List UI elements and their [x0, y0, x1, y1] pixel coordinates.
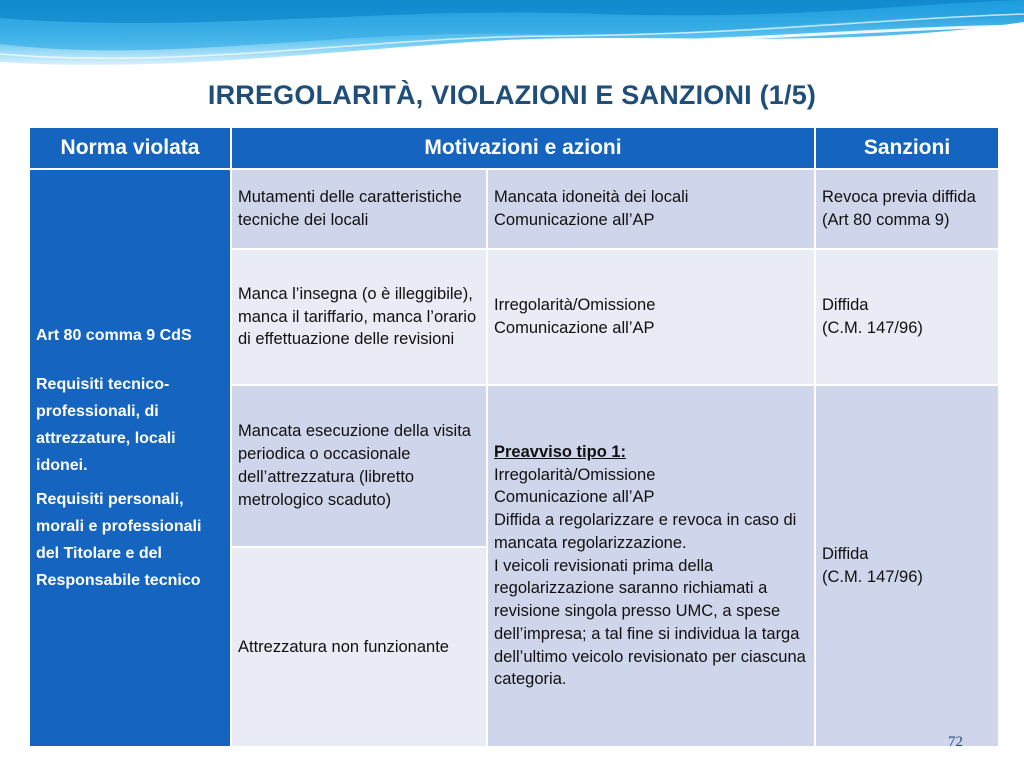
action-cell	[487, 169, 815, 249]
action-line: Mancata idoneità dei locali	[494, 188, 689, 207]
header-motivations: Motivazioni e azioni	[231, 127, 815, 169]
table-row	[29, 169, 999, 249]
action-line: Irregolarità/Omissione	[494, 465, 656, 484]
sanction-line: Diffida	[822, 545, 869, 564]
motivation-cell: Manca l’insegna (o è illeggibile), manca il tariffario, manca l’orario di effettuazione delle revisioni	[231, 249, 487, 385]
sanction-line: Revoca previa diffida	[822, 188, 976, 207]
motivation-cell: Mutamenti delle caratteristiche tecniche dei locali	[231, 169, 487, 249]
action-line: Diffida a regolarizzare e revoca in caso di mancata regolarizzazione.	[494, 511, 797, 552]
norm-requirement-1: Requisiti tecnico-professionali, di attrezzature, locali idonei.	[36, 375, 176, 475]
sanction-cell	[815, 249, 999, 385]
sanction-line: (C.M. 147/96)	[822, 568, 923, 586]
wave-banner	[0, 0, 1024, 90]
action-line: Comunicazione all’AP	[494, 488, 655, 507]
action-line: I veicoli revisionati prima della regolarizzazione saranno richiamati a revisione singola presso UMC, a spese dell’impresa; a tal fine si individua la targa dell’ultimo veicolo revisionato per ciascuna categoria.	[494, 556, 806, 689]
sanction-line: Diffida	[822, 296, 869, 315]
sanction-line: (Art 80 comma 9)	[822, 211, 950, 229]
norm-article: Art 80 comma 9 CdS	[36, 326, 192, 344]
action-line: Comunicazione all’AP	[494, 211, 655, 229]
page-number: 72	[948, 734, 963, 750]
sanction-cell	[815, 169, 999, 249]
action-cell	[487, 249, 815, 385]
header-sanctions: Sanzioni	[815, 127, 999, 169]
motivation-cell: Attrezzatura non funzionante	[231, 547, 487, 747]
motivation-cell: Mancata esecuzione della visita periodica o occasionale dell’attrezzatura (libretto metrologico scaduto)	[231, 385, 487, 547]
notice-heading: Preavviso tipo 1:	[494, 442, 627, 461]
sanction-line: (C.M. 147/96)	[822, 319, 923, 337]
sanctions-table	[28, 126, 1000, 748]
norm-requirement-2: Requisiti personali, morali e professionali del Titolare e del Responsabile tecnico	[36, 490, 202, 590]
action-line: Irregolarità/Omissione	[494, 296, 656, 315]
header-norm: Norma violata	[29, 127, 231, 169]
action-line: Comunicazione all’AP	[494, 319, 655, 337]
slide-title: IRREGOLARITÀ, VIOLAZIONI E SANZIONI (1/5)	[207, 80, 817, 110]
norm-cell	[29, 169, 231, 747]
merged-action-cell	[487, 385, 815, 747]
merged-sanction-cell	[815, 385, 999, 747]
header-row	[29, 127, 999, 169]
